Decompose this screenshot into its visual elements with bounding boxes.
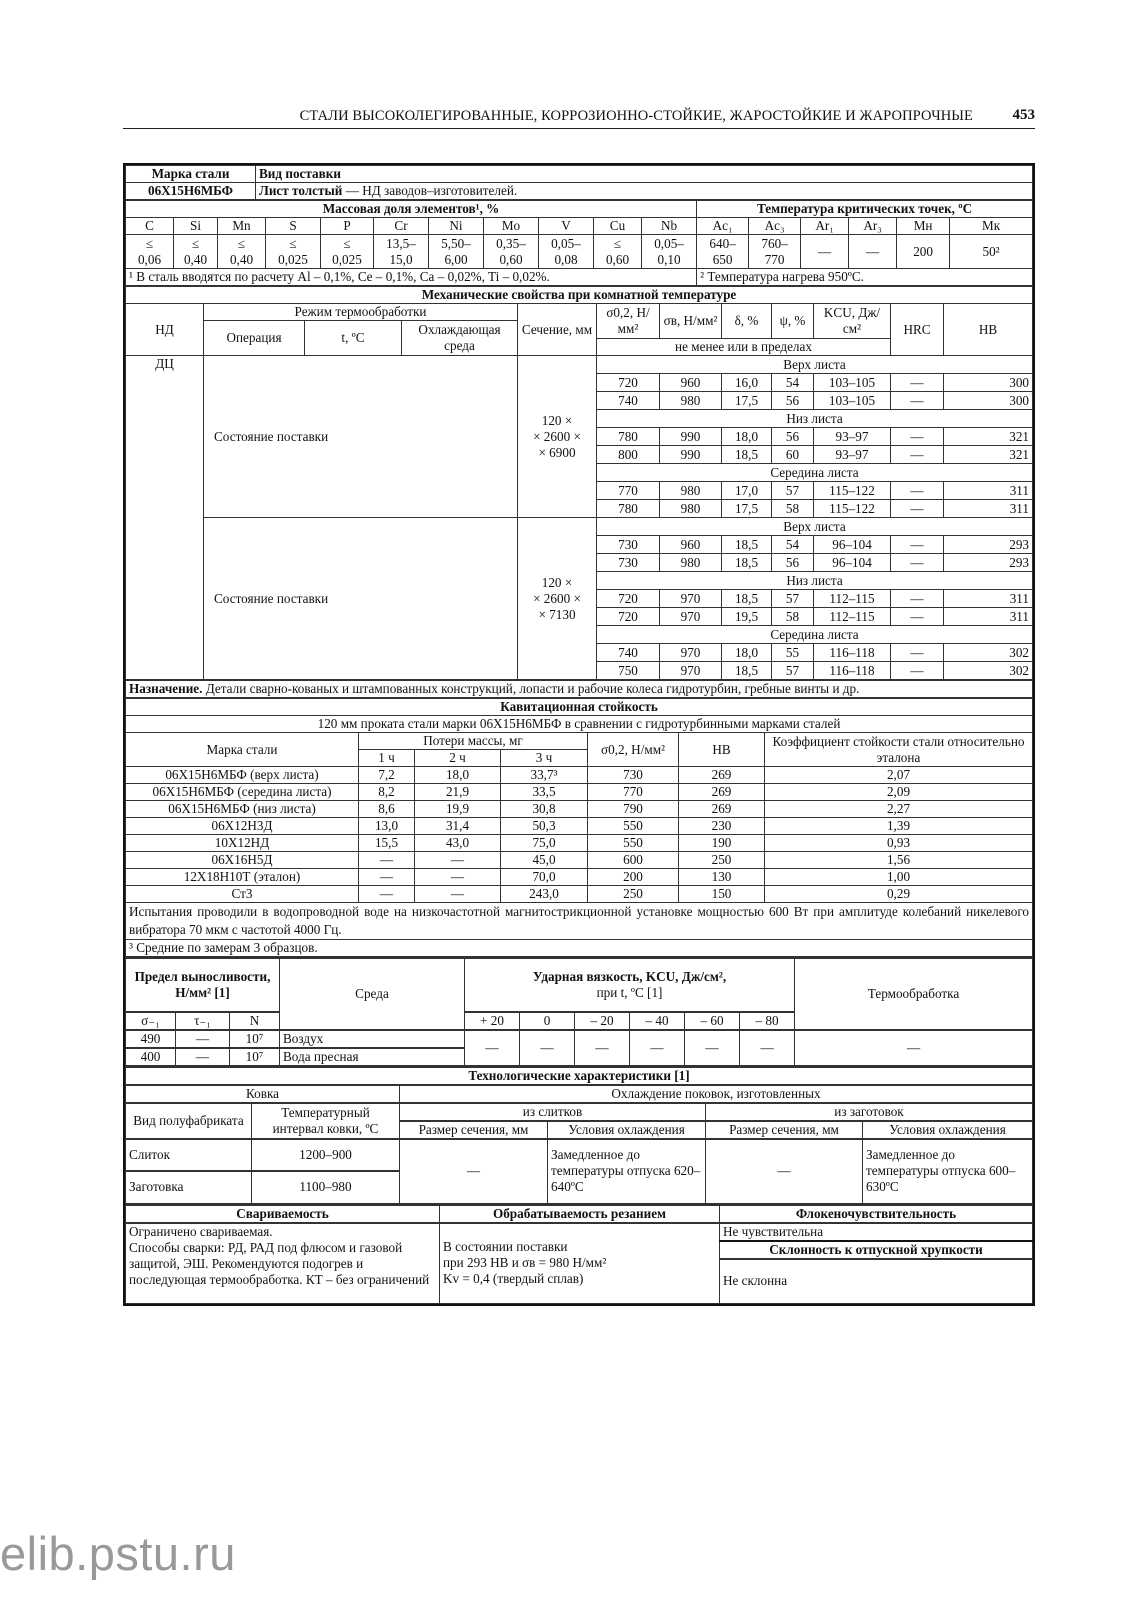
table-cell: 960 (660, 536, 722, 554)
critical-points-title: Температура критических точек, ºС (697, 201, 1033, 218)
table-cell: 18,5 (722, 590, 772, 608)
steel-grade-cell: 06Х15Н6МБФ (середина листа) (126, 784, 359, 801)
table-cell: 1,00 (765, 869, 1033, 886)
steel-grade-cell: Ст3 (126, 886, 359, 903)
table-cell: 321 (944, 428, 1033, 446)
table-cell: — (891, 554, 944, 572)
crit-point-name: Ac₁ (697, 218, 749, 235)
mechanical-rows (126, 356, 1033, 680)
flake-value: Не чувствительна (720, 1223, 1033, 1241)
table-cell: 33,5 (501, 784, 588, 801)
table-cell: 96–104 (814, 554, 891, 572)
table-cell: 2,27 (765, 801, 1033, 818)
table-cell: 740 (597, 644, 660, 662)
table-cell: 103–105 (814, 374, 891, 392)
table-cell: 730 (597, 536, 660, 554)
position-label: Верх листа (597, 356, 1033, 374)
table-cell: 16,0 (722, 374, 772, 392)
element-value: 0,05– 0,08 (539, 235, 594, 269)
operation-value: Состояние поставки (204, 518, 518, 680)
table-cell: 19,5 (722, 608, 772, 626)
table-cell: — (891, 536, 944, 554)
element-name: Cr (374, 218, 429, 235)
table-cell: 293 (944, 554, 1033, 572)
grade-label: Марка стали (126, 166, 256, 183)
cavitation-rows (126, 767, 1033, 903)
table-cell: 550 (588, 835, 679, 852)
heat-treatment-header: Термообработка (795, 958, 1033, 1030)
cavitation-row (126, 818, 1033, 835)
limits-note: не менее или в пределах (597, 339, 891, 356)
cav-loss-header: Потери массы, мг (359, 733, 588, 750)
position-row (126, 518, 1033, 536)
cooling-header: Охлаждающая среда (402, 321, 518, 356)
table-cell: 730 (597, 554, 660, 572)
table-cell: 8,2 (359, 784, 415, 801)
table-cell: 17,5 (722, 392, 772, 410)
cavitation-row (126, 784, 1033, 801)
table-cell: 970 (660, 662, 722, 680)
impact-value: — (740, 1030, 795, 1066)
ingot-size-header: Размер сечения, мм (400, 1121, 548, 1139)
table-cell: 980 (660, 482, 722, 500)
impact-temp: – 80 (740, 1012, 795, 1030)
machinability-text: В состоянии поставки при 293 НВ и σв = 980 Н/мм² Kv = 0,4 (твердый сплав) (440, 1223, 720, 1304)
table-cell: 31,4 (415, 818, 501, 835)
composition-header-row (126, 218, 1033, 235)
table-cell: 2,09 (765, 784, 1033, 801)
section-header: Сечение, мм (518, 304, 597, 356)
temper-brittleness-value: Не склонна (720, 1259, 1033, 1304)
table-cell: — (891, 446, 944, 464)
steel-grade-cell: 06Х16Н5Д (126, 852, 359, 869)
cavitation-title: Кавитационная стойкость (126, 699, 1033, 716)
table-cell: 311 (944, 500, 1033, 518)
weldability-text: Ограничено свариваемая. Способы сварки: РД, РАД под флюсом и газовой защитой, ЭШ. Рекомендуются подогрев и последующая термообработка. КТ – без ограничений (126, 1223, 440, 1304)
table-cell: 58 (772, 608, 814, 626)
table-cell: 43,0 (415, 835, 501, 852)
table-cell: — (891, 482, 944, 500)
crit-point-value: 760– 770 (749, 235, 801, 269)
position-label: Верх листа (597, 518, 1033, 536)
machinability-title: Обрабатываемость резанием (440, 1205, 720, 1223)
composition-title: Массовая доля элементов¹, % (126, 201, 697, 218)
forging-interval-header: Температурный интервал ковки, ºС (252, 1103, 400, 1139)
table-cell: 200 (588, 869, 679, 886)
psi-header: ψ, % (772, 304, 814, 339)
impact-value: — (520, 1030, 575, 1066)
table-cell: 970 (660, 644, 722, 662)
crit-point-name: Ar₁ (801, 218, 849, 235)
mechanical-table (125, 286, 1033, 680)
purpose-text: Детали сварно-кованых и штампованных конструкций, лопасти и рабочие колеса гидротурбин, гребные винты и др. (202, 681, 860, 696)
element-value: ≤ 0,06 (126, 235, 174, 269)
table-cell: 54 (772, 536, 814, 554)
cavitation-row (126, 852, 1033, 869)
element-name: Nb (642, 218, 697, 235)
cav-grade-header: Марка стали (126, 733, 359, 767)
page-header (123, 106, 1035, 129)
table-cell: 243,0 (501, 886, 588, 903)
ingot-cond-header: Условия охлаждения (548, 1121, 706, 1139)
table-cell: 970 (660, 608, 722, 626)
element-name: Si (174, 218, 218, 235)
table-cell: 50,3 (501, 818, 588, 835)
table-cell: — (891, 374, 944, 392)
table-cell: 780 (597, 428, 660, 446)
operation-value: Состояние поставки (204, 356, 518, 518)
purpose-label: Назначение. (129, 681, 203, 696)
table-cell: — (891, 644, 944, 662)
steel-grade-cell: 10Х12НД (126, 835, 359, 852)
crit-point-name: Мн (897, 218, 950, 235)
table-cell: 15,5 (359, 835, 415, 852)
element-name: V (539, 218, 594, 235)
element-value: ≤ 0,025 (266, 235, 321, 269)
steel-grade-cell: 06Х15Н6МБФ (низ листа) (126, 801, 359, 818)
table-cell: — (891, 590, 944, 608)
supply-label: Вид поставки (256, 166, 1033, 183)
fatigue-table (125, 957, 1033, 1066)
table-cell: — (891, 662, 944, 680)
from-blanks-header: из заготовок (706, 1103, 1033, 1121)
blank-size-header: Размер сечения, мм (706, 1121, 863, 1139)
cav-1h-header: 1 ч (359, 750, 415, 767)
cav-s02-header: σ0,2, Н/мм² (588, 733, 679, 767)
element-value: 0,05– 0,10 (642, 235, 697, 269)
cavitation-row (126, 801, 1033, 818)
table-cell: 730 (588, 767, 679, 784)
steel-grade-cell: 12Х18Н10Т (эталон) (126, 869, 359, 886)
table-cell: 70,0 (501, 869, 588, 886)
properties-table (125, 1204, 1033, 1305)
purpose-table (125, 680, 1033, 698)
table-cell: 58 (772, 500, 814, 518)
impact-temp: – 20 (575, 1012, 630, 1030)
temper-brittleness-title: Склонность к отпускной хрупкости (720, 1241, 1033, 1259)
table-cell: 55 (772, 644, 814, 662)
table-cell: 2,07 (765, 767, 1033, 784)
table-cell: 600 (588, 852, 679, 869)
table-cell: — (891, 500, 944, 518)
table-cell: — (415, 869, 501, 886)
table-cell: 17,0 (722, 482, 772, 500)
position-row (126, 356, 1033, 374)
t-header: t, ºС (305, 321, 402, 356)
supply-bold: Лист толстый (259, 183, 343, 198)
table-cell: 980 (660, 392, 722, 410)
table-cell: 269 (679, 784, 765, 801)
element-name: Cu (594, 218, 642, 235)
crit-point-name: Ar₃ (849, 218, 897, 235)
table-cell: 18,5 (722, 446, 772, 464)
element-name: Ni (429, 218, 484, 235)
table-cell: 17,5 (722, 500, 772, 518)
grade-value: 06Х15Н6МБФ (126, 183, 256, 200)
cavitation-note: Испытания проводили в водопроводной воде на низкочастотной магнитострикционной установке мощностью 600 Вт при амплитуде колебаний никелевого вибратора 70 мкм с частотой 4000 Гц. (126, 903, 1033, 940)
impact-value: — (685, 1030, 740, 1066)
cavitation-row (126, 767, 1033, 784)
element-value: ≤ 0,60 (594, 235, 642, 269)
position-label: Середина листа (597, 626, 1033, 644)
table-cell: 30,8 (501, 801, 588, 818)
table-cell: 56 (772, 554, 814, 572)
table-cell: 293 (944, 536, 1033, 554)
table-cell: — (891, 428, 944, 446)
table-cell: 250 (588, 886, 679, 903)
tech-table (125, 1066, 1033, 1204)
table-cell: 54 (772, 374, 814, 392)
position-label: Низ листа (597, 410, 1033, 428)
table-cell: 321 (944, 446, 1033, 464)
element-name: C (126, 218, 174, 235)
table-cell: 56 (772, 428, 814, 446)
position-label: Середина листа (597, 464, 1033, 482)
table-cell: 550 (588, 818, 679, 835)
table-cell: 0,93 (765, 835, 1033, 852)
table-cell: — (415, 852, 501, 869)
table-cell: 300 (944, 374, 1033, 392)
composition-table (125, 200, 1033, 286)
table-cell: 33,7³ (501, 767, 588, 784)
table-cell: 18,0 (415, 767, 501, 784)
cavitation-row (126, 835, 1033, 852)
table-cell: — (359, 886, 415, 903)
sigma-header: σ₋₁ (126, 1012, 176, 1030)
table-cell: 970 (660, 590, 722, 608)
crit-point-name: Ac₃ (749, 218, 801, 235)
blank-cond-value: Замедленное до температуры отпуска 600–630ºС (863, 1139, 1033, 1203)
table-cell: 300 (944, 392, 1033, 410)
steel-datasheet (123, 163, 1035, 1306)
hb-header: HB (944, 304, 1033, 356)
table-cell: — (415, 886, 501, 903)
flake-title: Флокеночувствительность (720, 1205, 1033, 1223)
table-cell: 750 (597, 662, 660, 680)
tau-header: τ₋₁ (176, 1012, 230, 1030)
steel-grade-cell: 06Х12Н3Д (126, 818, 359, 835)
operation-header: Операция (204, 321, 305, 356)
table-cell: 18,0 (722, 644, 772, 662)
blank-cond-header: Условия охлаждения (863, 1121, 1033, 1139)
tech-title: Технологические характеристики [1] (126, 1067, 1033, 1085)
element-name: Mo (484, 218, 539, 235)
impact-value: — (575, 1030, 630, 1066)
critical-footnote: ² Температура нагрева 950ºС. (697, 269, 1033, 286)
element-value: ≤ 0,40 (218, 235, 266, 269)
watermark: elib.pstu.ru (0, 1527, 236, 1580)
table-cell: 980 (660, 554, 722, 572)
table-cell: 311 (944, 482, 1033, 500)
section-value: 120 × × 2600 × × 6900 (518, 356, 597, 518)
fatigue-row: 490 — 10⁷ Воздух — — — — — — — (126, 1030, 1033, 1048)
element-name: P (321, 218, 374, 235)
grade-table (125, 165, 1033, 200)
delta-header: δ, % (722, 304, 772, 339)
table-cell: 115–122 (814, 500, 891, 518)
ingot-size-value: — (400, 1139, 548, 1203)
supply-value (256, 183, 1033, 200)
table-cell: 302 (944, 644, 1033, 662)
table-cell: 0,29 (765, 886, 1033, 903)
table-cell: 18,5 (722, 662, 772, 680)
impact-temp: – 40 (630, 1012, 685, 1030)
table-cell: 790 (588, 801, 679, 818)
table-cell: 740 (597, 392, 660, 410)
composition-value-row (126, 235, 1033, 269)
table-cell: 115–122 (814, 482, 891, 500)
nd-value: ДЦ (126, 356, 204, 680)
element-value: ≤ 0,40 (174, 235, 218, 269)
element-value: 5,50– 6,00 (429, 235, 484, 269)
table-cell: 800 (597, 446, 660, 464)
cav-hb-header: HB (679, 733, 765, 767)
table-cell: 7,2 (359, 767, 415, 784)
kcu-header: KCU, Дж/см² (814, 304, 891, 339)
table-cell: 8,6 (359, 801, 415, 818)
cavitation-row (126, 869, 1033, 886)
table-cell: 116–118 (814, 644, 891, 662)
forge-cooling-header: Охлаждение поковок, изготовленных (400, 1085, 1033, 1103)
table-cell: 18,0 (722, 428, 772, 446)
element-value: 0,35– 0,60 (484, 235, 539, 269)
table-cell: — (891, 608, 944, 626)
medium-header: Среда (280, 958, 465, 1030)
table-cell: 960 (660, 374, 722, 392)
cav-coef-header: Коэффициент стойкости стали относительно эталона (765, 733, 1033, 767)
table-cell: 230 (679, 818, 765, 835)
n-header: N (230, 1012, 280, 1030)
crit-point-value: 50² (950, 235, 1033, 269)
table-cell: 770 (588, 784, 679, 801)
cav-3h-header: 3 ч (501, 750, 588, 767)
table-cell: — (891, 392, 944, 410)
impact-value: — (465, 1030, 520, 1066)
table-cell: 18,5 (722, 554, 772, 572)
table-cell: 45,0 (501, 852, 588, 869)
page-number: 453 (1012, 107, 1035, 123)
cavitation-table (125, 698, 1033, 957)
crit-point-value: 640– 650 (697, 235, 749, 269)
table-cell: 250 (679, 852, 765, 869)
sv-header: σв, Н/мм² (660, 304, 722, 339)
table-cell: 190 (679, 835, 765, 852)
table-cell: 1,39 (765, 818, 1033, 835)
forging-header: Ковка (126, 1085, 400, 1103)
table-cell: 112–115 (814, 608, 891, 626)
table-cell: 112–115 (814, 590, 891, 608)
hrc-header: HRC (891, 304, 944, 356)
table-cell: 103–105 (814, 392, 891, 410)
crit-point-value: — (801, 235, 849, 269)
table-cell: 93–97 (814, 446, 891, 464)
cavitation-footnote: ³ Средние по замерам 3 образцов. (126, 940, 1033, 957)
cavitation-row (126, 886, 1033, 903)
from-ingots-header: из слитков (400, 1103, 706, 1121)
composition-footnote: ¹ В сталь вводятся по расчету Al – 0,1%, Ce – 0,1%, Ca – 0,02%, Ti – 0,02%. (126, 269, 697, 286)
ingot-cond-value: Замедленное до температуры отпуска 620–640ºС (548, 1139, 706, 1203)
fatigue-row: 400 — 10⁷ Вода пресная (126, 1048, 1033, 1066)
supply-rest: — НД заводов–изготовителей. (342, 183, 518, 198)
impact-temp: 0 (520, 1012, 575, 1030)
element-name: Mn (218, 218, 266, 235)
impact-header: Ударная вязкость, KCU, Дж/см², при t, ºС [1] (465, 958, 795, 1012)
table-cell: 780 (597, 500, 660, 518)
crit-point-value: 200 (897, 235, 950, 269)
table-cell: 990 (660, 428, 722, 446)
table-cell: 720 (597, 590, 660, 608)
table-cell: 96–104 (814, 536, 891, 554)
table-cell: 57 (772, 590, 814, 608)
table-cell: 990 (660, 446, 722, 464)
blank-size-value: — (706, 1139, 863, 1203)
impact-temp: + 20 (465, 1012, 520, 1030)
weldability-title: Свариваемость (126, 1205, 440, 1223)
steel-grade-cell: 06Х15Н6МБФ (верх листа) (126, 767, 359, 784)
position-label: Низ листа (597, 572, 1033, 590)
cav-2h-header: 2 ч (415, 750, 501, 767)
table-cell: — (359, 852, 415, 869)
product-type-header: Вид полуфабриката (126, 1103, 252, 1139)
table-cell: 130 (679, 869, 765, 886)
table-cell: 75,0 (501, 835, 588, 852)
element-name: S (266, 218, 321, 235)
section-value: 120 × × 2600 × × 7130 (518, 518, 597, 680)
table-cell: 311 (944, 590, 1033, 608)
fatigue-limit-header: Предел выносливости, Н/мм² [1] (126, 958, 280, 1012)
table-cell: 57 (772, 662, 814, 680)
table-cell: 18,5 (722, 536, 772, 554)
regime-header: Режим термообработки (204, 304, 518, 321)
impact-temp: – 60 (685, 1012, 740, 1030)
table-cell: 116–118 (814, 662, 891, 680)
table-cell: — (359, 869, 415, 886)
table-cell: 13,0 (359, 818, 415, 835)
cavitation-subtitle: 120 мм проката стали марки 06Х15Н6МБФ в сравнении с гидротурбинными марками сталей (126, 716, 1033, 733)
table-cell: 770 (597, 482, 660, 500)
element-value: 13,5– 15,0 (374, 235, 429, 269)
table-cell: 720 (597, 374, 660, 392)
s02-header: σ0,2, Н/мм² (597, 304, 660, 339)
purpose (126, 681, 1033, 698)
table-cell: 302 (944, 662, 1033, 680)
table-cell: 150 (679, 886, 765, 903)
crit-point-name: Мк (950, 218, 1033, 235)
nd-header: НД (126, 304, 204, 356)
table-cell: 19,9 (415, 801, 501, 818)
forging-row: Заготовка 1100–980 (126, 1171, 1033, 1203)
crit-point-value: — (849, 235, 897, 269)
running-title: СТАЛИ ВЫСОКОЛЕГИРОВАННЫЕ, КОРРОЗИОННО-СТОЙКИЕ, ЖАРОСТОЙКИЕ И ЖАРОПРОЧНЫЕ (299, 108, 973, 124)
table-cell: 56 (772, 392, 814, 410)
forging-row: Слиток 1200–900 — Замедленное до температуры отпуска 620–640ºС — Замедленное до температуры отпуска 600–630ºС (126, 1139, 1033, 1171)
table-cell: 269 (679, 767, 765, 784)
table-cell: 21,9 (415, 784, 501, 801)
table-cell: 311 (944, 608, 1033, 626)
element-value: ≤ 0,025 (321, 235, 374, 269)
table-cell: 720 (597, 608, 660, 626)
table-cell: 980 (660, 500, 722, 518)
table-cell: 269 (679, 801, 765, 818)
table-cell: 57 (772, 482, 814, 500)
mechanical-title: Механические свойства при комнатной температуре (126, 287, 1033, 304)
impact-value: — (630, 1030, 685, 1066)
heat-treatment-value: — (795, 1030, 1033, 1066)
table-cell: 60 (772, 446, 814, 464)
table-cell: 93–97 (814, 428, 891, 446)
table-cell: 1,56 (765, 852, 1033, 869)
